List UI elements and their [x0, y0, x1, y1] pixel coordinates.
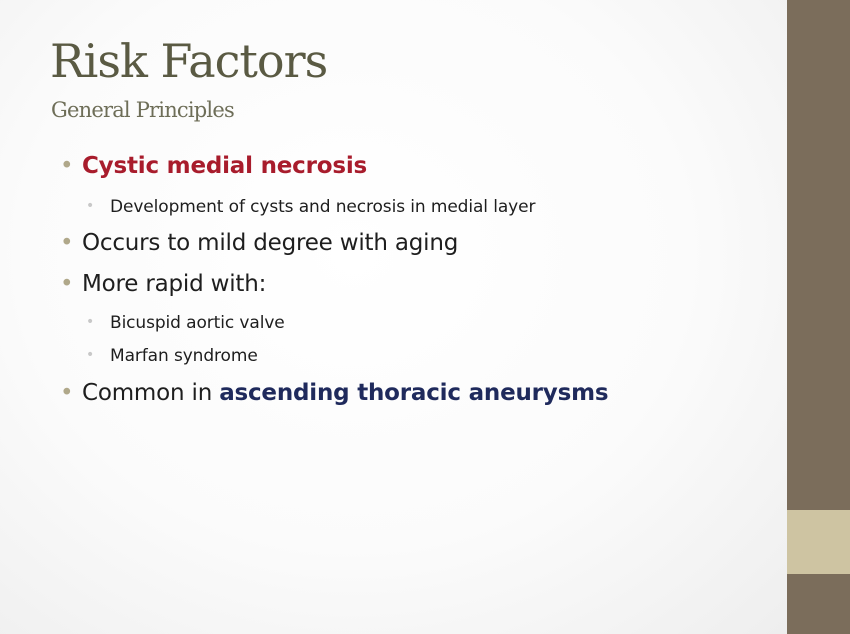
- bullet-item-more-rapid: [60, 271, 266, 297]
- bullet-dot-icon: •: [60, 271, 74, 297]
- bullet-dot-icon: •: [86, 347, 95, 363]
- bullet-text: More rapid with:: [82, 271, 267, 297]
- sub-bullet-item-bicuspid: [86, 313, 285, 333]
- bullet-dot-icon: •: [86, 314, 95, 330]
- sub-bullet-item-marfan: [86, 346, 258, 366]
- slide-subtitle: General Principles: [51, 98, 234, 122]
- slide-title: Risk Factors: [50, 34, 328, 88]
- bullet-dot-icon: •: [60, 380, 74, 406]
- bullet-text: Occurs to mild degree with aging: [82, 230, 459, 256]
- bullet-dot-icon: •: [60, 153, 74, 179]
- bullet-text: Bicuspid aortic valve: [110, 313, 285, 333]
- sub-bullet-item-development: [86, 197, 535, 217]
- bullet-text: Development of cysts and necrosis in medial layer: [110, 197, 536, 217]
- bullet-dot-icon: •: [86, 198, 95, 214]
- bullet-text: Marfan syndrome: [110, 346, 258, 366]
- bullet-text-emphasis: ascending thoracic aneurysms: [219, 380, 609, 406]
- bullet-item-common-in: [60, 380, 608, 406]
- bullet-text-prefix: Common in: [82, 380, 220, 406]
- decorative-side-accent: [787, 510, 850, 574]
- bullet-text: Cystic medial necrosis: [82, 153, 368, 179]
- bullet-item-cystic-medial-necrosis: [60, 153, 367, 179]
- bullet-item-aging: [60, 230, 458, 256]
- bullet-dot-icon: •: [60, 230, 74, 256]
